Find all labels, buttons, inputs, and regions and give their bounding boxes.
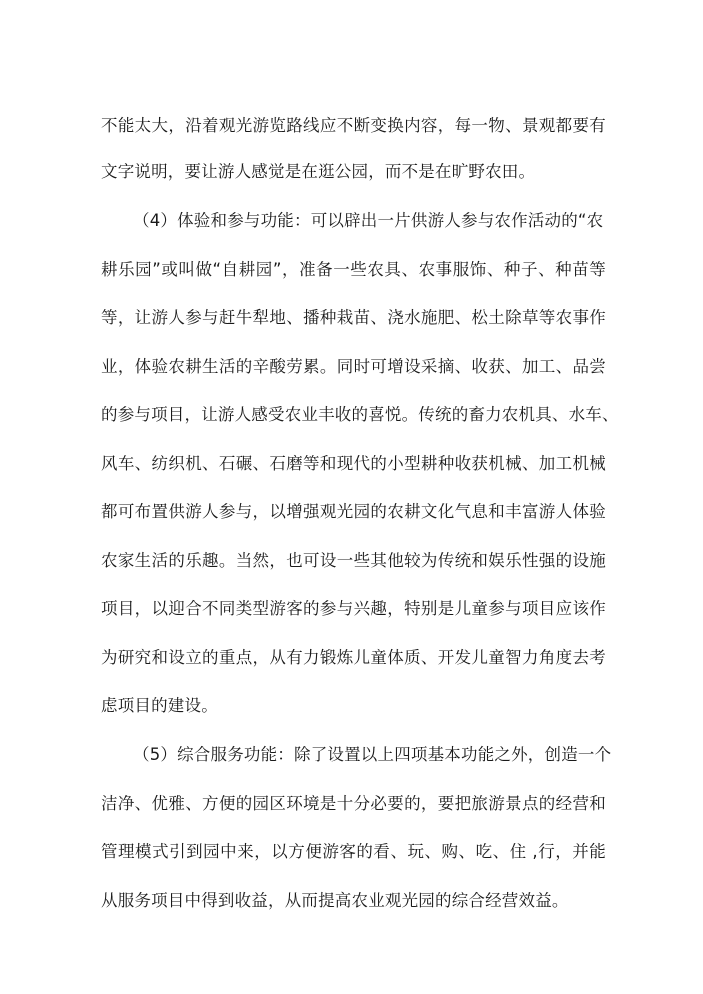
paragraph-line-section-5-heading: （5）综合服务功能：除了设置以上四项基本功能之外，创造一个: [133, 745, 612, 764]
paragraph-line: 管理模式引到园中来，以方便游客的看、玩、购、吃、住 ,行，并能: [101, 842, 606, 861]
paragraph-line: 文字说明，要让游人感觉是在逛公园，而不是在旷野农田。: [101, 162, 536, 181]
paragraph-line: 业，体验农耕生活的辛酸劳累。同时可增设采摘、收获、加工、品尝: [101, 357, 606, 376]
paragraph-line: 不能太大，沿着观光游览路线应不断变换内容，每一物、景观都要有: [101, 116, 606, 135]
paragraph-line: 等，让游人参与赶牛犁地、播种栽苗、浇水施肥、松土除草等农事作: [101, 308, 606, 327]
paragraph-line: 虑项目的建设。: [101, 696, 218, 715]
paragraph-line: 的参与项目，让游人感受农业丰收的喜悦。传统的畜力农机具、水车、: [101, 405, 619, 424]
paragraph-line: 项目，以迎合不同类型游客的参与兴趣，特别是儿童参与项目应该作: [101, 599, 606, 618]
paragraph-line: 洁净、优雅、方便的园区环境是十分必要的，要把旅游景点的经营和: [101, 794, 606, 813]
paragraph-line: 都可布置供游人参与，以增强观光园的农耕文化气息和丰富游人体验: [101, 502, 606, 521]
paragraph-line: 风车、纺织机、石碾、石磨等和现代的小型耕种收获机械、加工机械: [101, 454, 606, 473]
paragraph-line: 为研究和设立的重点，从有力锻炼儿童体质、开发儿童智力角度去考: [101, 648, 606, 667]
paragraph-line: 从服务项目中得到收益，从而提高农业观光园的综合经营效益。: [101, 891, 569, 910]
paragraph-line-section-4-heading: （4）体验和参与功能：可以辟出一片供游人参与农作活动的“农: [133, 211, 604, 230]
paragraph-line: 耕乐园”或叫做“自耕园”，准备一些农具、农事服饰、种子、种苗等: [101, 260, 606, 279]
paragraph-line: 农家生活的乐趣。当然，也可设一些其他较为传统和娱乐性强的设施: [101, 551, 606, 570]
